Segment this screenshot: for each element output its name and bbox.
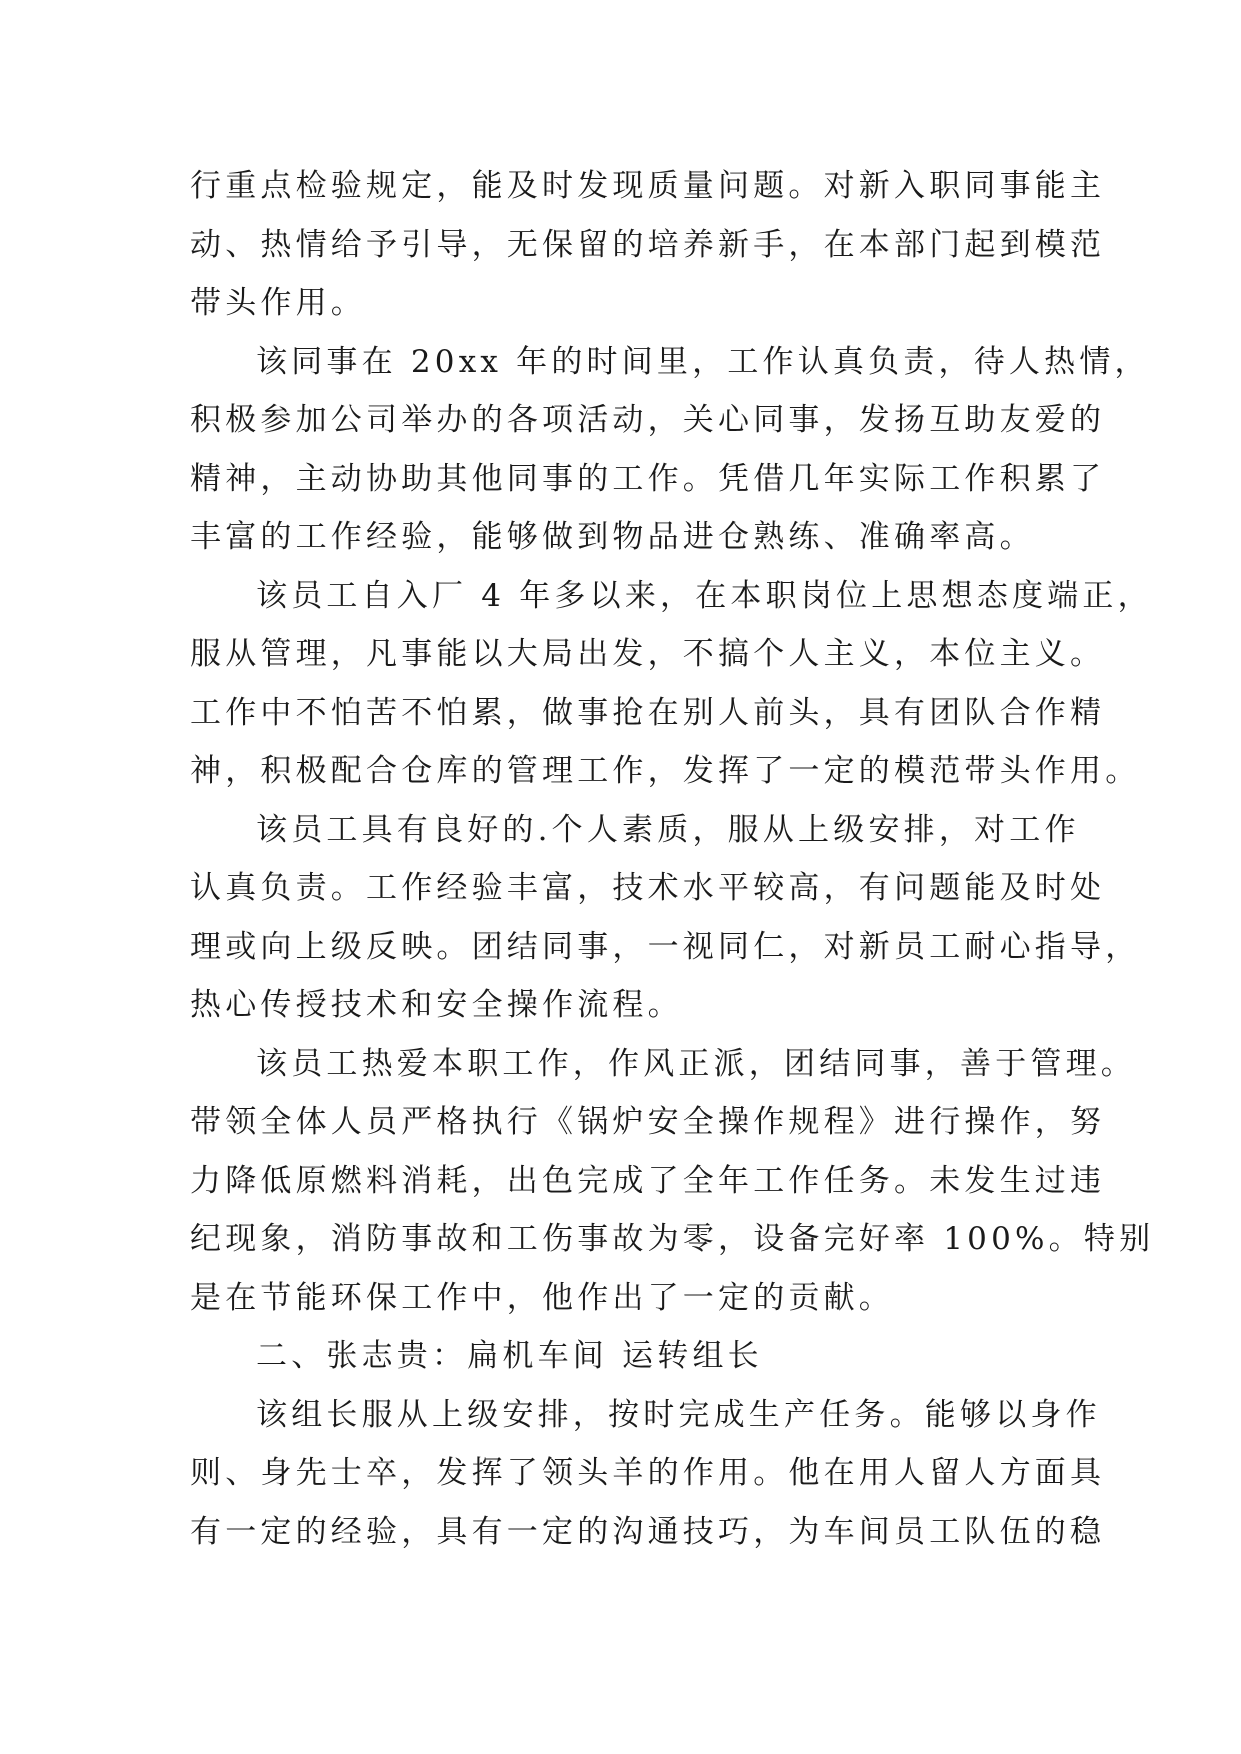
text-line: 动、热情给予引导，无保留的培养新手，在本部门起到模范 <box>190 226 1106 263</box>
text-line: 理或向上级反映。团结同事，一视同仁，对新员工耐心指导， <box>190 928 1141 965</box>
text-line: 该组长服从上级安排，按时完成生产任务。能够以身作 <box>256 1396 1101 1433</box>
text-line: 丰富的工作经验，能够做到物品进仓熟练、准确率高。 <box>190 519 1035 555</box>
text-line: 带领全体人员严格执行《锅炉安全操作规程》进行操作，努 <box>190 1104 1106 1140</box>
document-body <box>190 157 1155 1561</box>
text-line: 该员工热爱本职工作，作风正派，团结同事，善于管理。 <box>256 1045 1136 1082</box>
text-line: 认真负责。工作经验丰富，技术水平较高，有问题能及时处 <box>190 870 1106 906</box>
text-line: 行重点检验规定，能及时发现质量问题。对新入职同事能主 <box>190 168 1106 204</box>
text-line: 有一定的经验，具有一定的沟通技巧，为车间员工队伍的稳 <box>190 1513 1106 1550</box>
text-line: 该员工具有良好的.个人素质，服从上级安排，对工作 <box>256 811 1080 848</box>
text-line: 精神，主动协助其他同事的工作。凭借几年实际工作积累了 <box>190 460 1106 497</box>
text-line: 纪现象，消防事故和工伤事故为零，设备完好率 100%。特别 <box>190 1221 1155 1257</box>
text-line: 是在节能环保工作中，他作出了一定的贡献。 <box>190 1279 894 1316</box>
text-line: 带头作用。 <box>190 285 366 321</box>
text-line: 积极参加公司举办的各项活动，关心同事，发扬互助友爱的 <box>190 402 1106 438</box>
text-line: 则、身先士卒，发挥了领头羊的作用。他在用人留人方面具 <box>190 1455 1106 1491</box>
text-line: 服从管理，凡事能以大局出发，不搞个人主义，本位主义。 <box>190 636 1106 672</box>
text-line: 该员工自入厂 4 年多以来，在本职岗位上思想态度端正， <box>256 577 1153 614</box>
text-line: 力降低原燃料消耗，出色完成了全年工作任务。未发生过违 <box>190 1162 1106 1199</box>
text-line: 二、张志贵：扁机车间 运转组长 <box>256 1338 763 1374</box>
text-line: 该同事在 20xx 年的时间里，工作认真负责，待人热情， <box>256 343 1150 380</box>
text-line: 神，积极配合仓库的管理工作，发挥了一定的模范带头作用。 <box>190 753 1141 789</box>
text-line: 热心传授技术和安全操作流程。 <box>190 987 683 1023</box>
text-line: 工作中不怕苦不怕累，做事抢在别人前头，具有团队合作精 <box>190 694 1106 731</box>
